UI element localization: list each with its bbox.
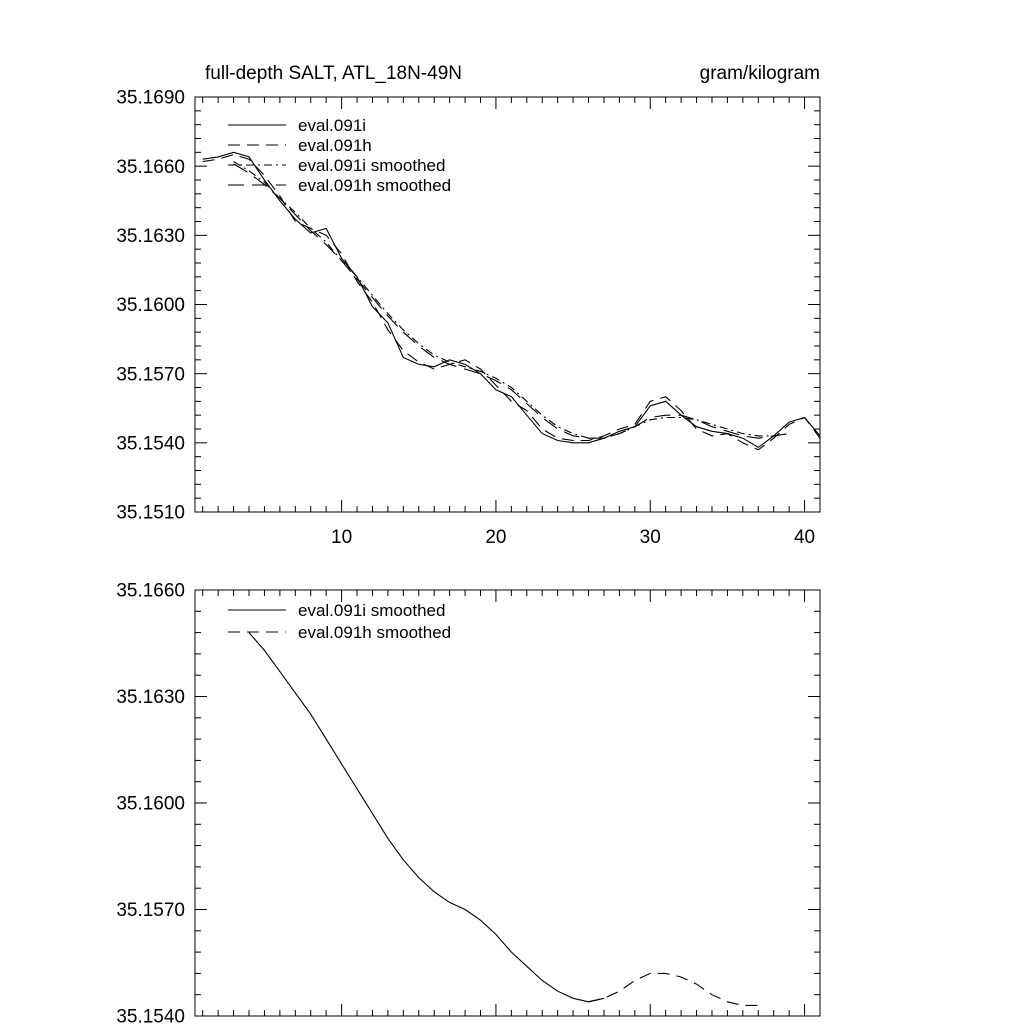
- svg-text:eval.091h smoothed: eval.091h smoothed: [298, 622, 452, 642]
- svg-text:eval.091i smoothed: eval.091i smoothed: [298, 155, 446, 175]
- svg-text:35.1630: 35.1630: [116, 225, 185, 247]
- svg-text:35.1660: 35.1660: [116, 156, 185, 178]
- salinity-timeseries-chart-bottom: [0, 575, 1024, 1024]
- svg-text:35.1570: 35.1570: [116, 900, 185, 922]
- svg-text:eval.091i: eval.091i: [298, 115, 367, 135]
- svg-text:eval.091i smoothed: eval.091i smoothed: [298, 600, 446, 620]
- svg-text:35.1630: 35.1630: [116, 687, 185, 709]
- svg-text:35.1540: 35.1540: [116, 1006, 185, 1024]
- svg-text:35.1540: 35.1540: [116, 433, 185, 455]
- svg-text:full-depth SALT, ATL_18N-49N: full-depth SALT, ATL_18N-49N: [205, 63, 462, 84]
- svg-text:gram/kilogram: gram/kilogram: [699, 63, 820, 84]
- svg-text:35.1570: 35.1570: [116, 364, 185, 386]
- svg-text:35.1660: 35.1660: [116, 580, 185, 602]
- svg-text:40: 40: [793, 527, 816, 548]
- svg-text:35.1600: 35.1600: [116, 295, 185, 317]
- svg-text:35.1600: 35.1600: [116, 793, 185, 815]
- svg-text:35.1510: 35.1510: [116, 502, 185, 524]
- svg-text:eval.091h smoothed: eval.091h smoothed: [298, 175, 452, 195]
- svg-text:30: 30: [639, 527, 661, 548]
- svg-text:10: 10: [331, 527, 353, 548]
- svg-text:20: 20: [485, 527, 507, 548]
- svg-text:eval.091h: eval.091h: [298, 135, 372, 155]
- svg-text:35.1690: 35.1690: [116, 87, 185, 109]
